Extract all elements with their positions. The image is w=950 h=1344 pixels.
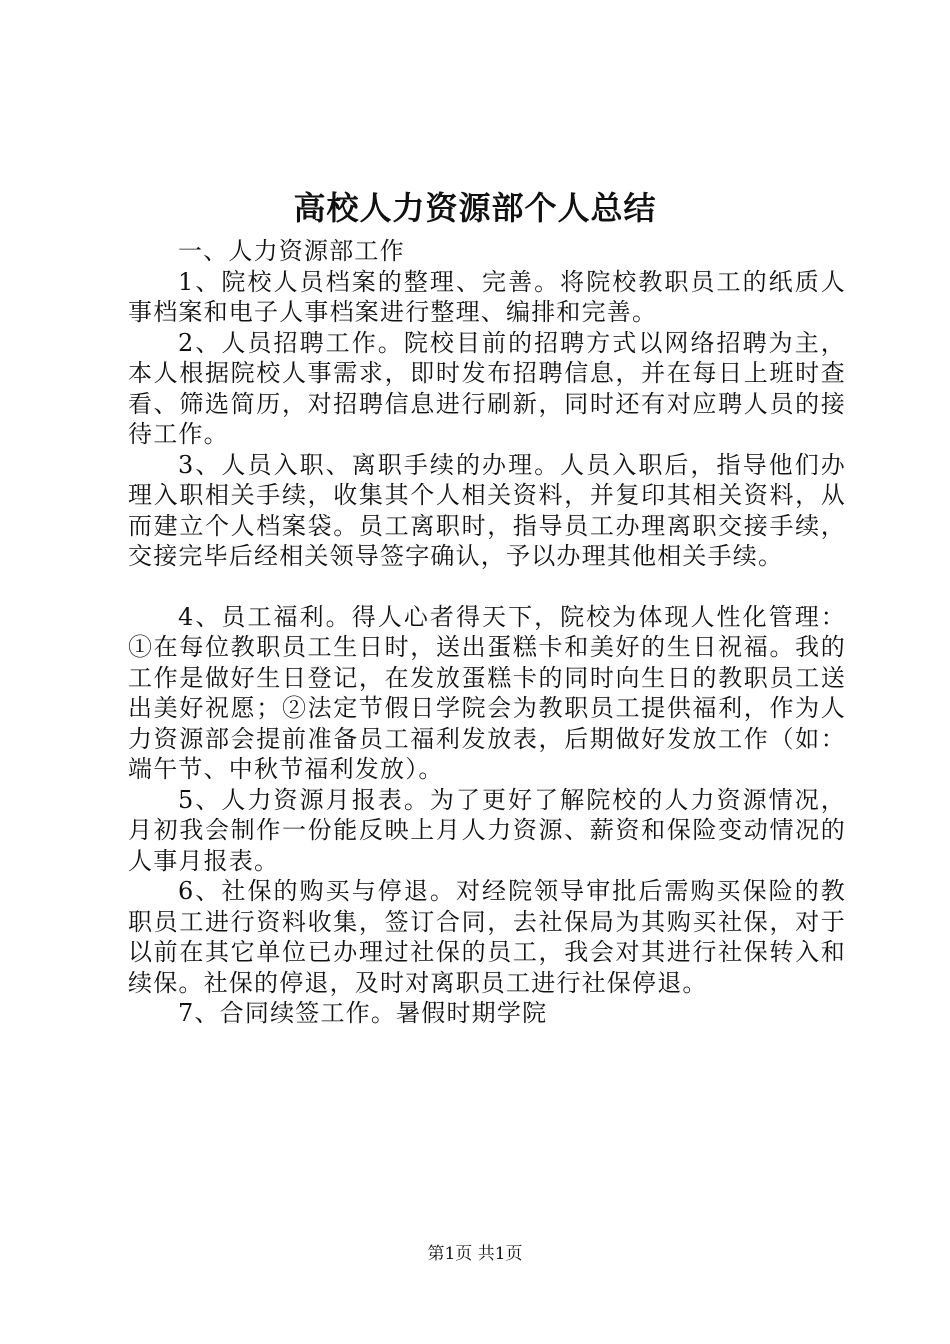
- document-title: 高校人力资源部个人总结: [293, 189, 657, 227]
- page-number: 第1页 共1页: [427, 1244, 523, 1264]
- document-body: [128, 236, 846, 1029]
- paragraph-archives: 1、院校人员档案的整理、完善。将院校教职员工的纸质人事档案和电子人事档案进行整理、编排和完善。: [128, 267, 846, 326]
- paragraph-onboarding: 3、人员入职、离职手续的办理。人员入职后，指导他们办理入职相关手续，收集其个人相关资料，并复印其相关资料，从而建立个人档案袋。员工离职时，指导员工办理离职交接手续，交接完毕后经相关领导签字确认，予以办理其他相关手续。: [128, 450, 846, 570]
- paragraph-contract-renewal: 7、合同续签工作。暑假时期学院: [178, 999, 548, 1027]
- paragraph-recruitment: 2、人员招聘工作。院校目前的招聘方式以网络招聘为主，本人根据院校人事需求，即时发布招聘信息，并在每日上班时查看、筛选简历，对招聘信息进行刷新，同时还有对应聘人员的接待工作。: [128, 328, 846, 448]
- paragraph-welfare: 4、员工福利。得人心者得天下，院校为体现人性化管理：①在每位教职员工生日时，送出蛋糕卡和美好的生日祝福。我的工作是做好生日登记，在发放蛋糕卡的同时向生日的教职员工送出美好祝愿；②法定节假日学院会为教职员工提供福利，作为人力资源部会提前准备员工福利发放表，后期做好发放工作（如：端午节、中秋节福利发放）。: [128, 602, 846, 783]
- section-heading: 一、人力资源部工作: [178, 237, 405, 265]
- paragraph-monthly-report: 5、人力资源月报表。为了更好了解院校的人力资源情况，月初我会制作一份能反映上月人力资源、薪资和保险变动情况的人事月报表。: [128, 785, 846, 875]
- paragraph-social-insurance: 6、社保的购买与停退。对经院领导审批后需购买保险的教职员工进行资料收集，签订合同，去社保局为其购买社保，对于以前在其它单位已办理过社保的员工，我会对其进行社保转入和续保。社保的停退，及时对离职员工进行社保停退。: [128, 877, 846, 997]
